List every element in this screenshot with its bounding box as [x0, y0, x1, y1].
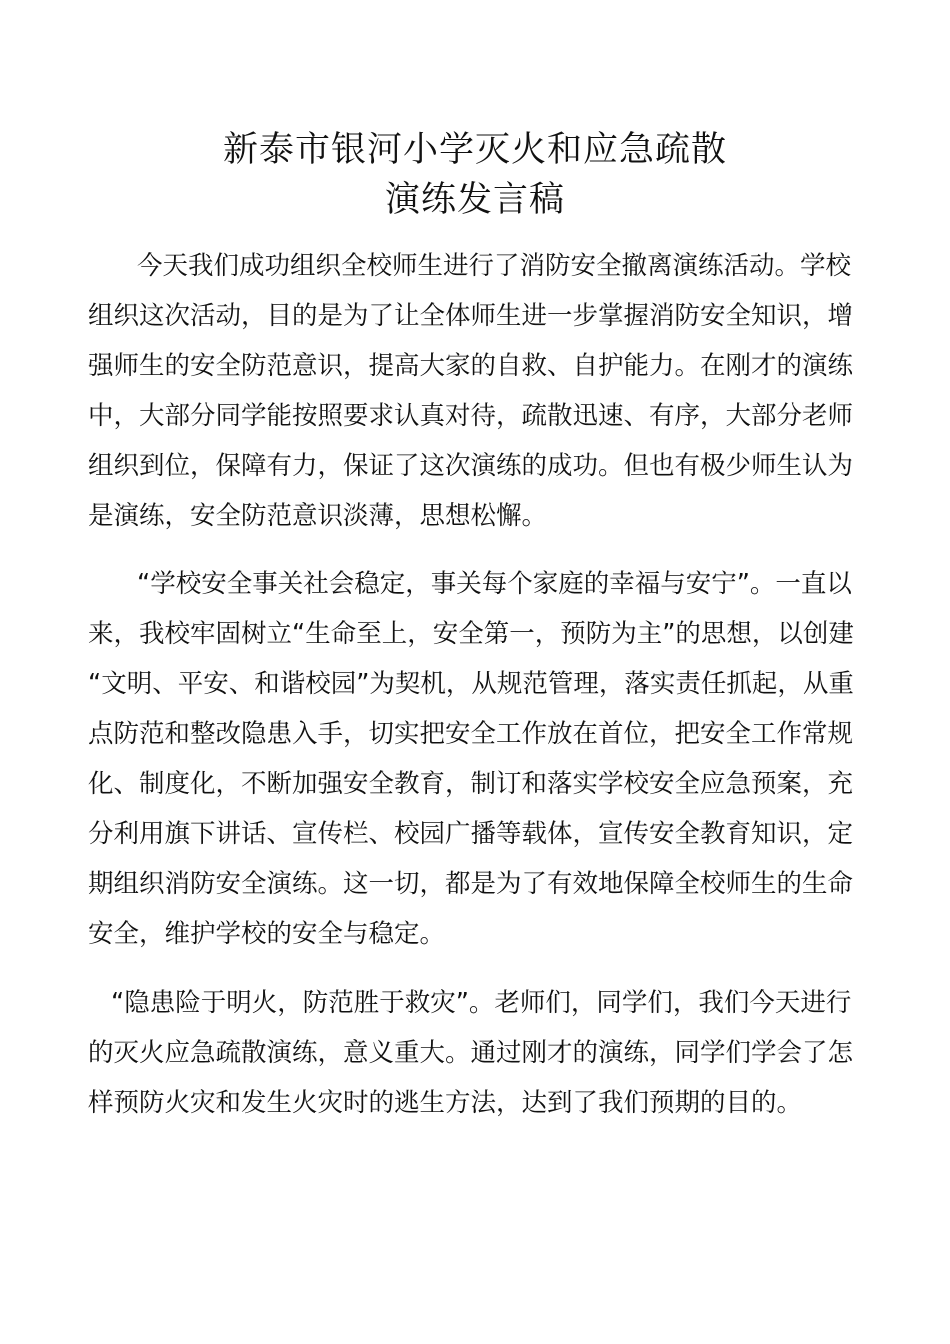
paragraph-line: 强师生的安全防范意识，提高大家的自救、自护能力。在刚才的演练	[88, 351, 854, 381]
paragraph-line: 今天我们成功组织全校师生进行了消防安全撤离演练活动。学校	[137, 251, 852, 281]
paragraph-line: 的灭火应急疏散演练，意义重大。通过刚才的演练，同学们学会了怎	[88, 1038, 854, 1068]
paragraph-line: 是演练，安全防范意识淡薄，思想松懈。	[88, 501, 548, 531]
paragraph-line: 点防范和整改隐患入手，切实把安全工作放在首位，把安全工作常规	[88, 719, 854, 749]
paragraph-line: 中，大部分同学能按照要求认真对待，疏散迅速、有序，大部分老师	[88, 401, 854, 431]
paragraph-line: 组织这次活动，目的是为了让全体师生进一步掌握消防安全知识，增	[88, 301, 854, 331]
document-title-line-2: 演练发言稿	[384, 180, 565, 220]
paragraph-line: 安全，维护学校的安全与稳定。	[88, 919, 446, 949]
paragraph-line: “隐患险于明火，防范胜于救灾”。老师们，同学们，我们今天进行	[111, 988, 852, 1018]
paragraph-line: 组织到位，保障有力，保证了这次演练的成功。但也有极少师生认为	[88, 451, 854, 481]
paragraph-line: 化、制度化，不断加强安全教育，制订和落实学校安全应急预案，充	[88, 769, 854, 799]
paragraph-line: 分利用旗下讲话、宣传栏、校园广播等载体，宣传安全教育知识，定	[88, 819, 854, 849]
paragraph-line: “学校安全事关社会稳定，事关每个家庭的幸福与安宁”。一直以	[137, 569, 852, 599]
paragraph-line: 样预防火灾和发生火灾时的逃生方法，达到了我们预期的目的。	[88, 1088, 803, 1118]
paragraph-line: 期组织消防安全演练。这一切，都是为了有效地保障全校师生的生命	[88, 869, 854, 899]
document-title-line-1: 新泰市银河小学灭火和应急疏散	[222, 130, 727, 170]
paragraph-line: “文明、平安、和谐校园”为契机，从规范管理，落实责任抓起，从重	[88, 669, 854, 699]
paragraph-line: 来，我校牢固树立“生命至上，安全第一，预防为主”的思想，以创建	[88, 619, 854, 649]
